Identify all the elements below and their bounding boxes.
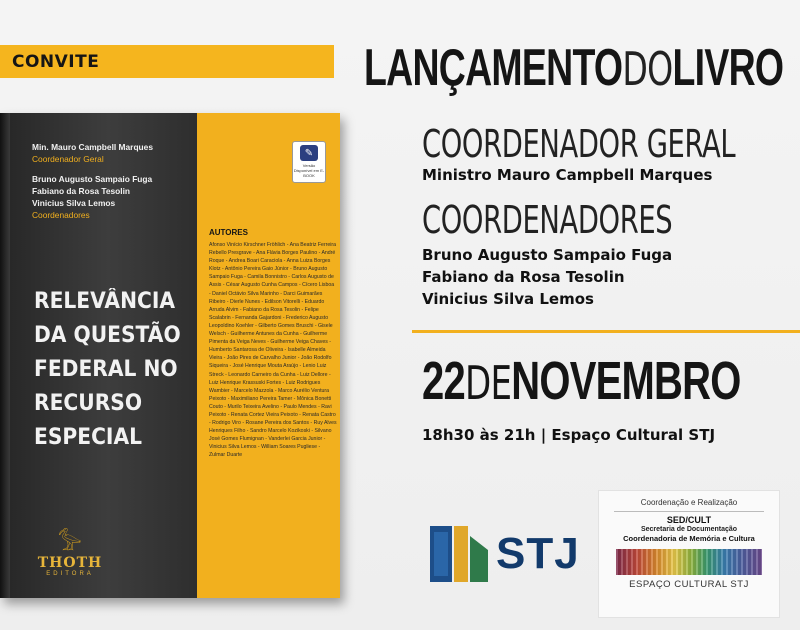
event-time-place: 18h30 às 21h | Espaço Cultural STJ	[422, 426, 716, 444]
publisher-logo	[30, 533, 110, 577]
authors-label: AUTORES	[209, 228, 248, 237]
invite-banner	[0, 45, 334, 78]
stj-logo	[430, 526, 580, 582]
coordinator-general-name: Ministro Mauro Campbell Marques	[422, 166, 713, 184]
cultural-coordenadoria: Coordenadoria de Memória e Cultura	[623, 534, 755, 543]
stj-logo-text: STJ	[496, 529, 580, 578]
headline-part: LIVRO	[672, 39, 784, 97]
book-title-line: RECURSO	[34, 391, 143, 416]
cultural-sed: SED/CULT	[666, 515, 712, 525]
event-day: 22	[422, 351, 465, 411]
ebook-badge	[292, 141, 326, 183]
book-coord-general-name: Min. Mauro Campbell Marques	[32, 142, 153, 152]
book-coordinators	[32, 141, 153, 221]
authors-list: Afonso Vinício Kirschner Fröhlich - Ana Beatriz Ferreira Rebello Presgrave - Ana Flávia Borges Paulino - André Roque - Andrea Boari Caraciola - Anna Luiza Borges Klotz - Antônio Pereira Gaio Júnior - Bruno Augusto Sampaio Fuga - Camila Bonnistro - Carlos Augusto de Assis - César Augusto Cunha Campos - Cícero Lisboa - Daniel Octávio Silva Marinho - Darci Guimarães Ribeiro - Dierle Nunes - Edilson Vitorelli - Eduardo Arruda Alvim - Fabiano da Rosa Tesolin - Felipe Scalabrin - Fernanda Gajardoni - Frederico Augusto Leopoldino Koehler - Gilberto Gomes Bruschi - Gisele Welsch - Guilherme Antunes da Cunha - Guilherme Pimenta da Veiga Neves - Guilherme Veiga Chaves - Humberto Santarosa de Oliveira - Isabelle Almeida Vieira - João Pires de Carvalho Junior - João Rodolfo Siqueira - José Henrique Mouta Araújo - Lenio Luiz Streck - Leonardo Carneiro da Cunha - Luiz Dellore - Luiz Henrique Krassuski Fortes - Luiz Rodrigues Wambier - Marcelo Mazzola - Marco Aurélio Ventura Peixoto - Maximiliano Pereira Tamer - Mônica Bonetti Couto - Murilo Teixeira Avelino - Paulo Mendes - Ravi Peixoto - Renata Cortez Vieira Peixoto - Renata Castro - Rodrigo Viro - Rosane Pereira dos Santos - Ruy Alves Henriques Filho - Sandro Marcelo Kozikoski - Silvano José Gomes Flumignan - Vanderlei Garcia Junior - Vinicius Silva Lemos - William Soares Pugliese - Zulmar Duarte	[209, 242, 337, 459]
book-coord-name: Bruno Augusto Sampaio Fuga	[32, 174, 153, 184]
coordinator-name: Fabiano da Rosa Tesolin	[422, 268, 625, 286]
book-coord-name: Vinicius Silva Lemos	[32, 198, 116, 208]
book-title-line: FEDERAL NO	[34, 357, 178, 382]
publisher-name: THOTH	[37, 555, 103, 571]
coordinator-name: Bruno Augusto Sampaio Fuga	[422, 246, 673, 264]
book-coord-name: Fabiano da Rosa Tesolin	[32, 186, 131, 196]
headline	[364, 38, 783, 99]
ebook-badge-text: Versão Disponível em E-BOOK	[293, 163, 325, 178]
book-coords-role: Coordenadores	[32, 210, 90, 220]
ebook-icon: ✎	[300, 145, 318, 161]
event-month: NOVEMBRO	[511, 351, 741, 411]
headline-part: LANÇAMENTO	[364, 39, 623, 97]
book-title-line: DA QUESTÃO	[34, 323, 181, 348]
coordinators-label: COORDENADORES	[422, 198, 673, 242]
stj-emblem-icon	[430, 526, 488, 582]
ibis-icon: 𓅞	[58, 531, 82, 556]
coordinator-general-label: COORDENADOR GERAL	[422, 122, 736, 166]
cultural-heading: Coordenação e Realização	[640, 498, 738, 507]
book-cover-dark-panel	[0, 113, 197, 598]
coordinators-list	[422, 244, 672, 310]
book-cover-yellow-panel	[197, 113, 340, 598]
book-spine	[0, 113, 10, 598]
cultural-space-logo	[598, 490, 780, 618]
event-connector: DE	[464, 356, 512, 410]
invite-label: CONVITE	[12, 51, 100, 72]
event-date	[422, 350, 741, 414]
publisher-sub: EDITORA	[46, 571, 94, 577]
cultural-rule	[614, 511, 764, 512]
headline-part: DO	[622, 42, 673, 96]
book-title-line: ESPECIAL	[34, 425, 143, 450]
book-title-line: RELEVÂNCIA	[34, 289, 176, 314]
book-title	[34, 285, 181, 455]
cultural-footer: ESPAÇO CULTURAL STJ	[629, 579, 749, 590]
coordinator-name: Vinicius Silva Lemos	[422, 290, 594, 308]
book-coord-general-role: Coordenador Geral	[32, 154, 104, 164]
cultural-color-bar	[616, 549, 762, 575]
book-cover	[0, 113, 340, 598]
cultural-secretaria: Secretaria de Documentação	[640, 526, 738, 533]
divider	[412, 330, 800, 333]
